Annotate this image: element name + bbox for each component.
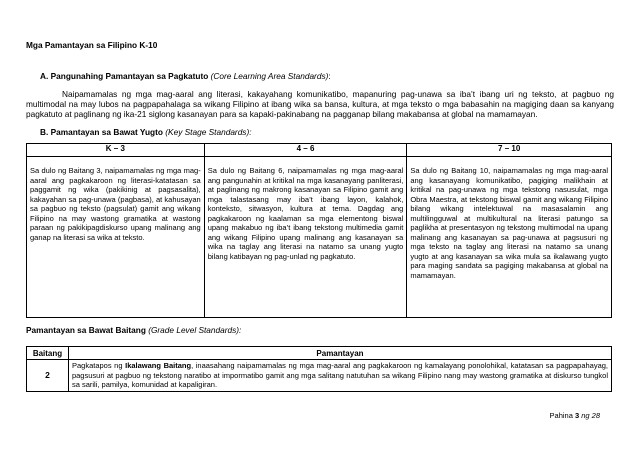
key-stage-header-row (27, 144, 612, 157)
grade-standard-text (68, 360, 611, 392)
stage-cell-4-6: Sa dulo ng Baitang 6, naipamamalas ng mga mag-aaral ang pangunahin at kritikal na mga kasanayang panliterasi, at paglinang ng makrong kasanayan sa Filipino gamit ang mga talastasang may iba’t ibang layon, kalahok, konteksto, sitwasyon, kultura at tema. Dagdag ang pagkakaroon ng kaalaman sa mga elementong biswal upang makabuo ng iba’t ibang tekstong multimedia gamit ang wikang Filipino upang malinang ang kasanayan sa wika na taglay ang literasi na natamo sa unang yugto bilang katibayan ng pag-unlad ng pagkatuto. (204, 157, 407, 318)
page-footer (550, 411, 600, 420)
stage-cell-7-10: Sa dulo ng Baitang 10, naipamamalas ng mga mag-aaral ang kasanayang komunikatibo, pagiging malikhain at kritikal na pag-unawa ng mga tekstong nasusulat, mga Obra Maestra, at tekstong biswal gamit ang wikang Filipino bilang wikang intelektuwal na masasalamin ang multilingguwal at multikultural na literasi patungo sa paglikha at presentasyon ng tekstong multimodal na upang malinang ang kasanayan sa pag-unawa at pagsusuri ng mga teksto na taglay ang literasi na natamo sa unang yugto at ang kasanayan sa wika mula sa ikalawang yugto para maging sandata sa pagiging makabansa at global na mamamayan. (407, 157, 612, 318)
grade-row (27, 360, 612, 392)
section-b-heading-note: (Key Stage Standards): (165, 127, 252, 137)
key-stage-body-row (27, 157, 612, 318)
footer-page-number: 3 (574, 411, 580, 420)
grade-number: 2 (27, 360, 69, 392)
section-a-heading (40, 71, 331, 81)
stage-header-k3: K – 3 (27, 144, 205, 157)
footer-prefix: Pahina (549, 411, 575, 420)
grade-level-heading-text: Pamantayan sa Bawat Baitang (26, 325, 146, 335)
grade-header-pamantayan: Pamantayan (68, 347, 611, 360)
section-b-heading-text: B. Pamantayan sa Bawat Yugto (40, 127, 163, 137)
grade-level-table (26, 346, 612, 392)
document-title: Mga Pamantayan sa Filipino K-10 (26, 40, 158, 50)
stage-header-7-10: 7 – 10 (407, 144, 612, 157)
section-b-heading (40, 127, 252, 137)
grade-header-row (27, 347, 612, 360)
grade-standard-rest: , inaasahang naipamamalas ng mga mag-aaral ang pagkakaroon ng kamalayang ponolohikal, katatasan sa pagpapahayag, pagsusuri at pagbuo ng tekstong naratibo at impormatibo gamit ang mga salitang natutuhan sa wikang Filipino nang may wastong gramatika at diskurso tungkol sa sarili, pamilya, komunidad at kapaligiran. (71, 361, 609, 389)
section-a-heading-note: (Core Learning Area Standards) (210, 71, 329, 81)
core-standard-paragraph: Naipamamalas ng mga mag-aaral ang literasi, kakayahang komunikatibo, mapanuring pag-unawa sa iba’t ibang uri ng teksto, at pagbuo ng multimodal na may lubos na pagpapahalaga sa wikang Filipino at ibang wika sa bansa, kultura, at mga teksto o mga babasahin na magiging daan sa kanyang pagkatuto at paglinang ng ika-21 siglong kasanayan para sa kapaki-pakinabang na pagganap bilang makabansa at global na mamamayan. (26, 89, 614, 119)
key-stage-table (26, 143, 612, 318)
stage-cell-k3: Sa dulo ng Baitang 3, naipamamalas ng mga mag-aaral ang pagkakaroon ng literasi-katatasan sa paggamit ng wika (pakikinig at pagsasalita), kakayahan sa pag-unawa (pagbasa), at kahusayan sa pagbuo ng teksto (pagsulat) gamit ang wikang Filipino na may wastong gramatika at wastong paraan ng pakikipagdiskurso upang malinang ang ganap na literasi sa wika at teksto. (27, 157, 205, 318)
section-a-colon: : (328, 71, 331, 81)
grade-level-heading (26, 325, 241, 335)
stage-header-4-6: 4 – 6 (204, 144, 407, 157)
grade-standard-prefix: Pagkatapos ng (71, 361, 126, 370)
grade-header-baitang: Baitang (27, 347, 69, 360)
grade-standard-bold: Ikalawang Baitang (125, 361, 192, 370)
section-a-heading-text: A. Pangunahing Pamantayan sa Pagkatuto (40, 71, 209, 81)
grade-level-heading-note: (Grade Level Standards): (148, 325, 242, 335)
footer-page-total: ng 28 (579, 411, 600, 420)
